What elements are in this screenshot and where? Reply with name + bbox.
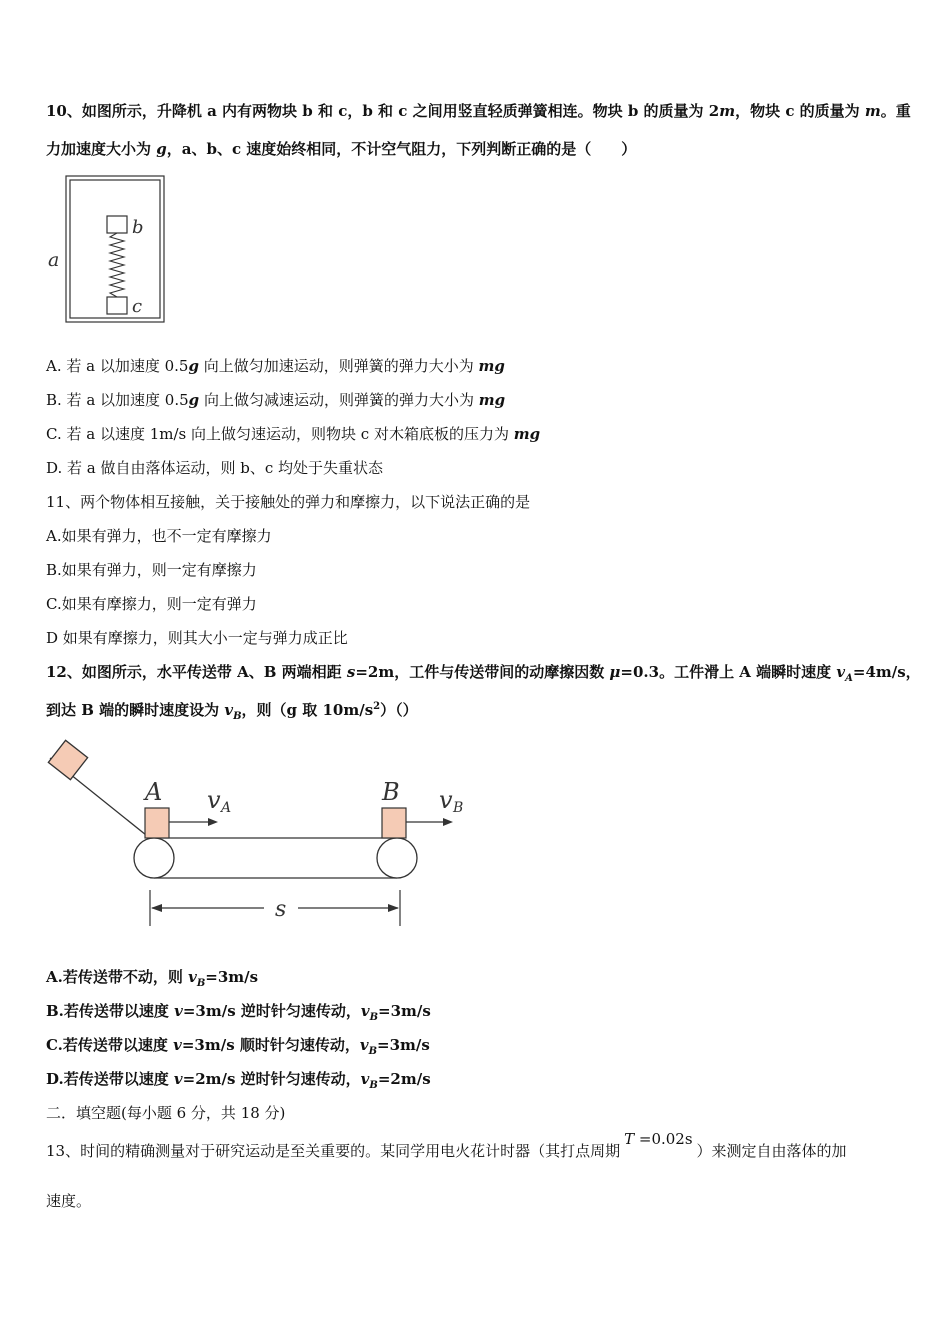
option-text: =2m/s 逆时针匀速传动， [182, 1070, 361, 1088]
right-roller [377, 838, 417, 878]
q10-var-m: m [864, 102, 881, 120]
var-subscript: B [369, 1080, 378, 1091]
option-text: A. 若 a 以加速度 0.5 [46, 357, 189, 375]
var-v: v [188, 968, 197, 986]
option-text: =2m/s [377, 1070, 431, 1088]
q10-stem-text: 力加速度大小为 [46, 140, 157, 158]
label-va-v: v [207, 786, 221, 814]
q12-option-a [46, 967, 258, 987]
var-subscript: A [845, 673, 853, 684]
sliding-block [48, 740, 87, 779]
q10-stem-line2 [46, 139, 636, 159]
option-text: A.若传送带不动，则 [46, 968, 189, 986]
label-point-b: B [382, 778, 400, 806]
q12-stem-text: =4m/s， [852, 663, 921, 681]
q12-stem-text: =0.3。工件滑上 A 端瞬时速度 [620, 663, 837, 681]
velocity-b-arrowhead [443, 818, 453, 826]
var-g: g [188, 391, 200, 409]
var-g: g [188, 357, 199, 375]
q10-stem-text: 10、如图所示，升降机 a 内有两物块 b 和 c，b 和 c 之间用竖直轻质弹簧相连。物块 b 的质量为 2 [46, 102, 720, 120]
q10-option-b [46, 390, 505, 410]
q10-var-g: g [156, 140, 167, 158]
label-c: c [132, 296, 143, 317]
q12-option-c [46, 1035, 430, 1055]
var-subscript: B [369, 1012, 379, 1023]
var-mg: mg [478, 391, 506, 409]
conveyor-figure [44, 738, 474, 933]
option-text: =3m/s 顺时针匀速传动， [181, 1036, 360, 1054]
q13-text: 13、时间的精确测量对于研究运动是至关重要的。某同学用电火花计时器（其打点周期 [46, 1142, 621, 1160]
q12-stem-text: =2m，工件与传送带间的动摩擦因数 [355, 663, 610, 681]
formula-value: =0.02s [634, 1130, 693, 1148]
var-mg: mg [478, 357, 505, 375]
option-text: 向上做匀加速运动，则弹簧的弹力大小为 [198, 357, 479, 375]
var-mu: μ [609, 663, 621, 681]
label-point-a: A [145, 778, 163, 806]
q10-option-d: D. 若 a 做自由落体运动，则 b、c 均处于失重状态 [46, 459, 384, 477]
q13-text: ）来测定自由落体的加 [696, 1142, 847, 1160]
q10-option-a [46, 356, 505, 376]
option-text: =3m/s [378, 1002, 431, 1020]
var-v: v [224, 701, 234, 719]
var-v: v [360, 1070, 370, 1088]
q12-stem-text: ，则（g 取 10m/s [241, 701, 374, 719]
left-roller [134, 838, 174, 878]
q12-option-b [46, 1001, 431, 1021]
q10-option-c [46, 424, 540, 444]
q12-stem-text: 到达 B 端的瞬时速度设为 [46, 701, 225, 719]
var-subscript: B [233, 711, 242, 722]
q11-stem: 11、两个物体相互接触，关于接触处的弹力和摩擦力，以下说法正确的是 [46, 493, 531, 511]
label-b: b [132, 217, 144, 238]
var-subscript: B [196, 978, 206, 989]
q10-stem-line1 [46, 101, 911, 121]
q10-stem-text: ，a、b、c 速度始终相同，不计空气阻力，下列判断正确的是（ ） [166, 140, 637, 158]
option-text: =3m/s 逆时针匀速传动， [182, 1002, 361, 1020]
label-a: a [48, 249, 60, 271]
q10-stem-text: ，物块 c 的质量为 [735, 102, 865, 120]
q11-option-b: B.如果有弹力，则一定有摩擦力 [46, 561, 257, 579]
option-text: 向上做匀减速运动，则弹簧的弹力大小为 [199, 391, 479, 409]
option-text: =3m/s [377, 1036, 430, 1054]
label-va-sub: A [221, 800, 232, 816]
var-s: s [346, 663, 356, 681]
option-text: B. 若 a 以加速度 0.5 [46, 391, 189, 409]
q10-stem-text: 。重 [880, 102, 911, 120]
var-mg: mg [513, 425, 541, 443]
block-at-b [382, 808, 406, 838]
q12-stem-text: 12、如图所示，水平传送带 A、B 两端相距 [46, 663, 347, 681]
block-c [107, 297, 127, 314]
superscript: 2 [373, 701, 381, 712]
var-v: v [359, 1036, 369, 1054]
q12-stem-line1 [46, 662, 921, 682]
formula-var-t: T [624, 1130, 635, 1148]
block-b [107, 216, 127, 233]
period-formula [624, 1129, 692, 1149]
q13-line1 [46, 1130, 847, 1161]
label-distance-s: s [275, 897, 287, 922]
option-text: B.若传送带以速度 [46, 1002, 175, 1020]
var-v: v [174, 1002, 183, 1020]
distance-arrowhead-left [151, 904, 162, 912]
q10-var-m: m [719, 102, 736, 120]
section-heading: 二．填空题(每小题 6 分，共 18 分) [46, 1104, 286, 1122]
elevator-figure [44, 172, 174, 327]
label-vb-sub: B [453, 800, 464, 816]
q12-option-d [46, 1069, 431, 1089]
option-text: D.若传送带以速度 [46, 1070, 174, 1088]
q13-line2: 速度。 [46, 1192, 92, 1210]
option-text: C.若传送带以速度 [46, 1036, 174, 1054]
var-subscript: B [368, 1046, 378, 1057]
q11-option-c: C.如果有摩擦力，则一定有弹力 [46, 595, 257, 613]
spring [110, 233, 124, 297]
q12-stem-line2 [46, 700, 418, 720]
q12-stem-text: ）（） [380, 701, 418, 719]
var-v: v [173, 1036, 182, 1054]
distance-arrowhead-right [388, 904, 399, 912]
option-text: C. 若 a 以速度 1m/s 向上做匀速运动，则物块 c 对木箱底板的压力为 [46, 425, 514, 443]
block-at-a [145, 808, 169, 838]
q11-option-a: A.如果有弹力，也不一定有摩擦力 [46, 527, 272, 545]
var-v: v [836, 663, 846, 681]
velocity-a-arrowhead [208, 818, 218, 826]
var-v: v [360, 1002, 370, 1020]
q11-option-d: D 如果有摩擦力，则其大小一定与弹力成正比 [46, 629, 348, 647]
label-vb-v: v [439, 786, 453, 814]
var-v: v [173, 1070, 183, 1088]
option-text: =3m/s [205, 968, 259, 986]
